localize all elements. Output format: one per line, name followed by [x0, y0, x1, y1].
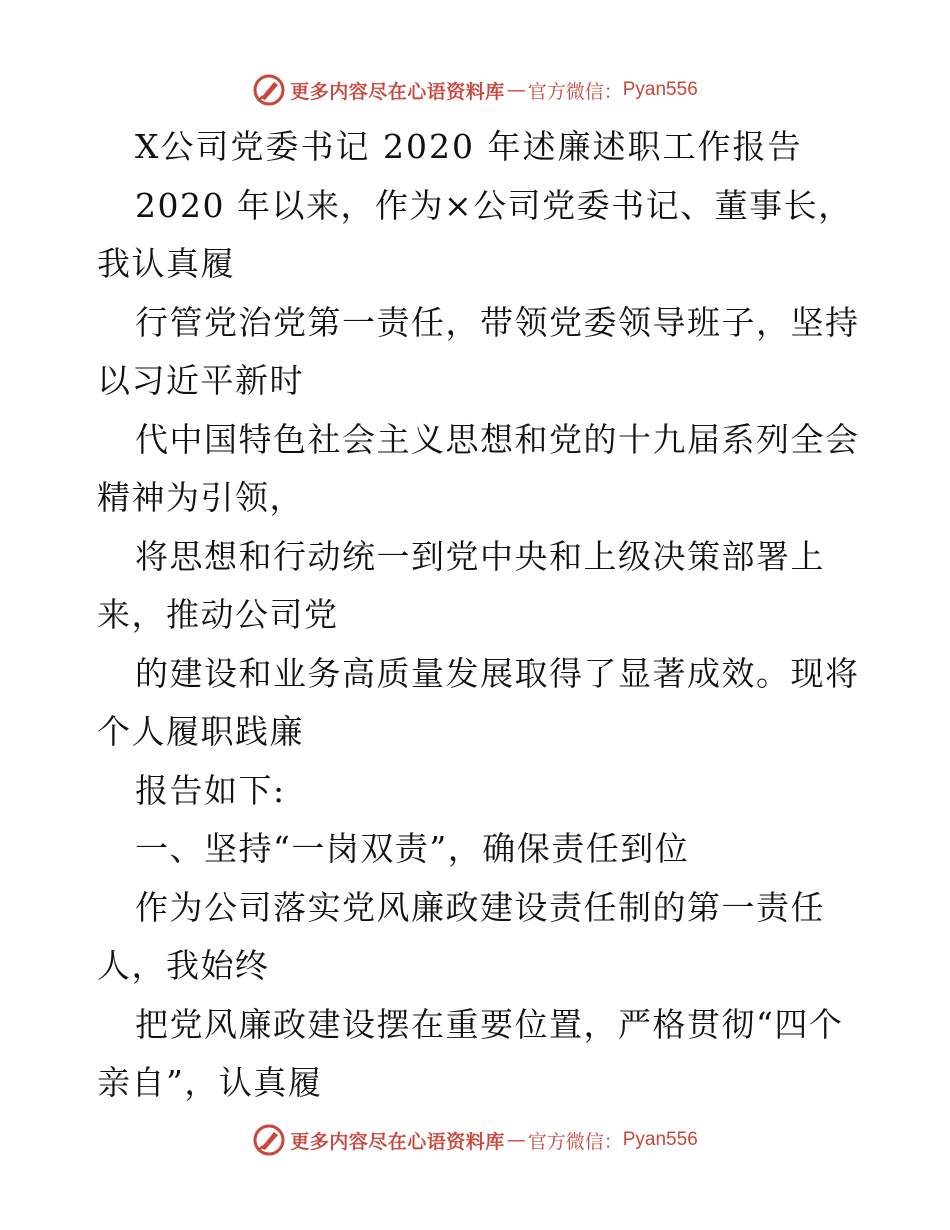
text-line: 人，我始终 [97, 946, 270, 985]
text-line: 报告如下: [135, 770, 286, 810]
footer-watermark [0, 1120, 950, 1160]
section-heading: 一、坚持“一岗双责”，确保责任到位 [135, 829, 690, 868]
text-line: 2020 年以来，作为×公司党委书记、董事长， [135, 185, 853, 225]
watermark-dash: — [506, 1129, 526, 1151]
watermark-wechat-label: 官方微信： [527, 80, 623, 103]
text-line: 代中国特色社会主义思想和党的十九届系列全会 [135, 419, 860, 459]
text-line: 来，推动公司党 [97, 595, 339, 634]
watermark-wechat-label: 官方微信： [527, 1130, 623, 1153]
quill-logo-icon [252, 73, 286, 107]
text-line: 以习近平新时 [97, 361, 304, 400]
header-watermark [0, 70, 950, 110]
text-line: 行管党治党第一责任，带领党委领导班子，坚持 [135, 302, 860, 342]
watermark-text: 更多内容尽在心语资料库 [290, 80, 505, 103]
watermark-wechat-id: Pyan556 [622, 1129, 698, 1150]
text-line: 作为公司落实党风廉政建设责任制的第一责任 [135, 887, 825, 927]
watermark-text: 更多内容尽在心语资料库 [290, 1130, 505, 1153]
text-line: 把党风廉政建设摆在重要位置，严格贯彻“四个 [135, 1004, 844, 1044]
text-line: 个人履职践廉 [97, 712, 304, 751]
document-body [97, 118, 867, 1113]
text-line: 的建设和业务高质量发展取得了显著成效。现将 [135, 653, 860, 693]
quill-logo-icon [252, 1123, 286, 1157]
text-line: 亲自”，认真履 [97, 1063, 323, 1102]
text-line: 精神为引领， [97, 478, 304, 517]
watermark-dash: — [506, 79, 526, 101]
document-title: X公司党委书记 2020 年述廉述职工作报告 [135, 127, 803, 166]
text-line: 我认真履 [97, 244, 235, 283]
watermark-wechat-id: Pyan556 [622, 79, 698, 100]
text-line: 将思想和行动统一到党中央和上级决策部署上 [135, 536, 825, 576]
